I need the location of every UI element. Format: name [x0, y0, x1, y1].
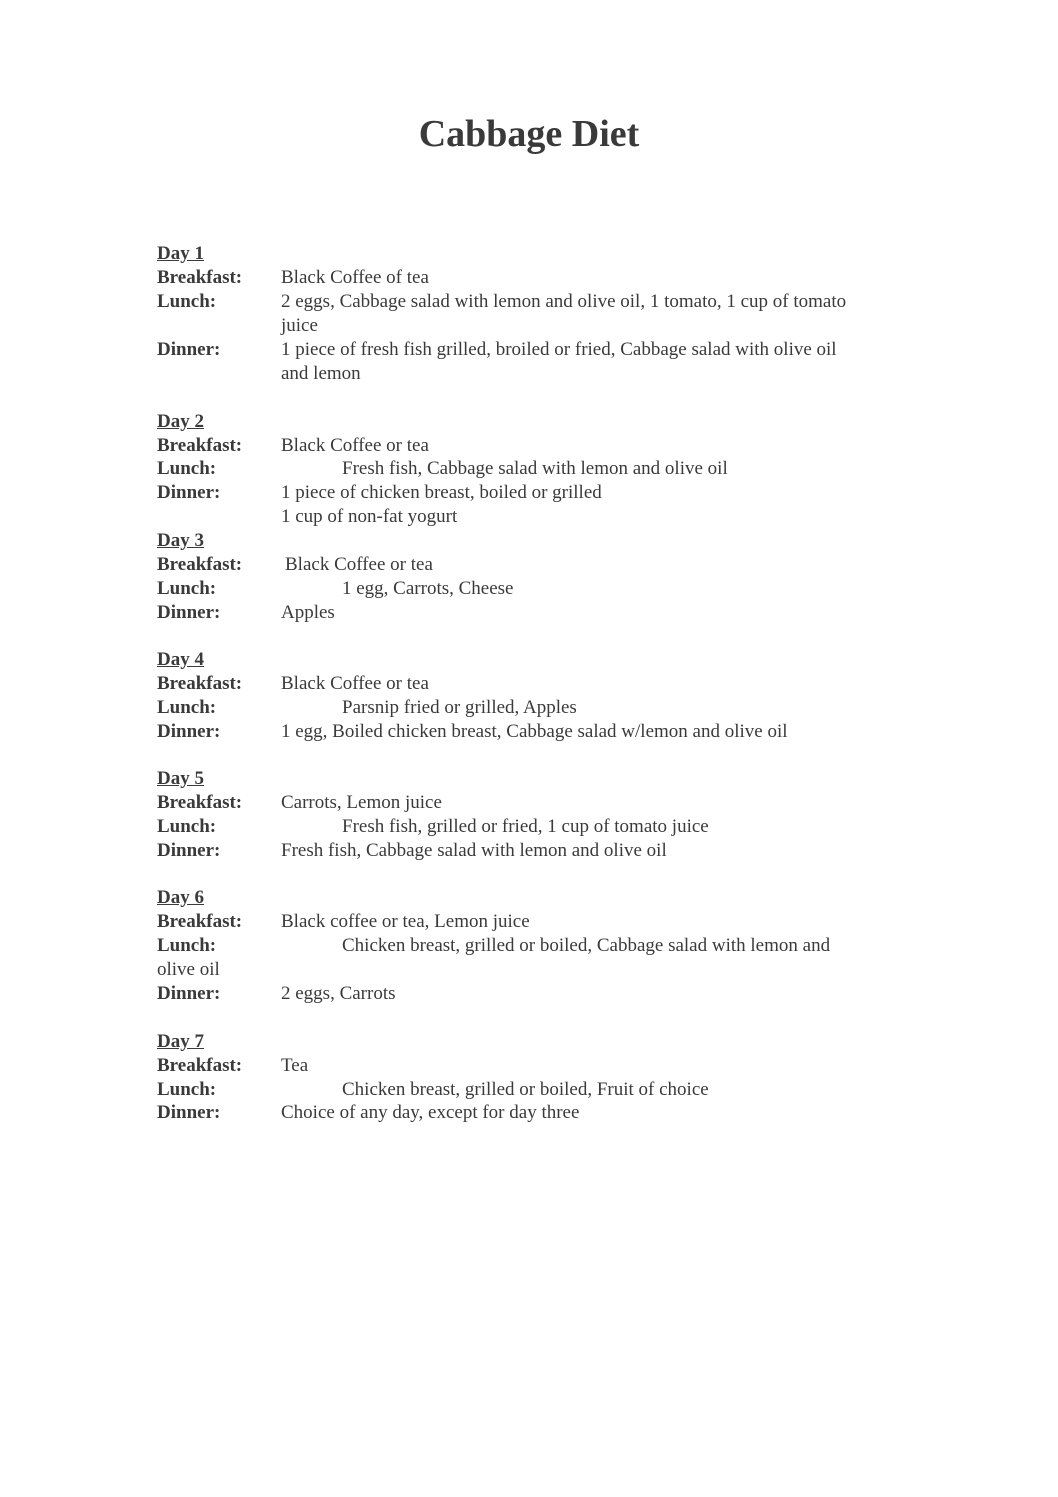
day-2-lunch [157, 457, 917, 481]
day-heading: Day 7 [157, 1031, 204, 1052]
breakfast-label: Breakfast: [157, 267, 243, 288]
lunch-text: Chicken breast, grilled or boiled, Fruit of choice [342, 1079, 709, 1100]
dinner-label: Dinner: [157, 721, 221, 742]
dinner-text: Apples [281, 602, 335, 623]
breakfast-label: Breakfast: [157, 435, 243, 456]
day-1-breakfast [157, 266, 917, 290]
day-7-breakfast [157, 1054, 917, 1078]
breakfast-label: Breakfast: [157, 673, 243, 694]
day-5-heading-line [157, 767, 917, 791]
breakfast-text: Black Coffee of tea [281, 267, 429, 288]
day-3-heading-line [157, 529, 917, 553]
lunch-text: Parsnip fried or grilled, Apples [342, 697, 577, 718]
day-7-dinner [157, 1101, 917, 1125]
lunch-label: Lunch: [157, 935, 217, 956]
day-heading: Day 5 [157, 768, 204, 789]
dinner-text-continued: and lemon [281, 363, 361, 384]
dinner-label: Dinner: [157, 339, 221, 360]
breakfast-text: Tea [281, 1055, 309, 1076]
dinner-text: 1 egg, Boiled chicken breast, Cabbage salad w/lemon and olive oil [281, 721, 788, 742]
lunch-text: Fresh fish, grilled or fried, 1 cup of tomato juice [342, 816, 709, 837]
dinner-text: 2 eggs, Carrots [281, 983, 396, 1004]
day-6-dinner [157, 982, 917, 1006]
day-3-breakfast [157, 553, 917, 577]
lunch-label: Lunch: [157, 816, 217, 837]
lunch-text: Fresh fish, Cabbage salad with lemon and olive oil [342, 458, 728, 479]
day-heading: Day 6 [157, 887, 204, 908]
day-heading: Day 4 [157, 649, 204, 670]
day-7-heading-line [157, 1030, 917, 1054]
dinner-label: Dinner: [157, 602, 221, 623]
dinner-text-continued: 1 cup of non-fat yogurt [281, 506, 458, 527]
day-2-dinner-cont [157, 505, 917, 529]
breakfast-text: Black Coffee or tea [281, 435, 429, 456]
day-heading: Day 1 [157, 243, 204, 264]
dinner-text: 1 piece of chicken breast, boiled or grilled [281, 482, 602, 503]
day-2-breakfast [157, 434, 917, 458]
day-1-dinner [157, 338, 917, 362]
day-4-breakfast [157, 672, 917, 696]
day-5-lunch [157, 815, 917, 839]
dinner-label: Dinner: [157, 983, 221, 1004]
day-6-heading-line [157, 886, 917, 910]
dinner-text: Fresh fish, Cabbage salad with lemon and olive oil [281, 840, 667, 861]
dinner-label: Dinner: [157, 482, 221, 503]
day-4-dinner [157, 720, 917, 744]
lunch-text: 2 eggs, Cabbage salad with lemon and olive oil, 1 tomato, 1 cup of tomato [281, 291, 847, 312]
breakfast-label: Breakfast: [157, 554, 243, 575]
day-4-lunch [157, 696, 917, 720]
dinner-label: Dinner: [157, 1102, 221, 1123]
breakfast-text: Black coffee or tea, Lemon juice [281, 911, 530, 932]
day-4-heading-line [157, 648, 917, 672]
lunch-text: 1 egg, Carrots, Cheese [342, 578, 514, 599]
lunch-label: Lunch: [157, 291, 217, 312]
breakfast-text: Black Coffee or tea [281, 673, 429, 694]
day-6-lunch-cont [157, 958, 917, 982]
day-3-dinner [157, 601, 917, 625]
lunch-label: Lunch: [157, 458, 217, 479]
day-1-heading-line [157, 242, 917, 266]
day-1-dinner-cont [157, 362, 917, 386]
day-6-breakfast [157, 910, 917, 934]
dinner-label: Dinner: [157, 840, 221, 861]
day-3-lunch [157, 577, 917, 601]
lunch-text-continued: juice [281, 315, 318, 336]
breakfast-label: Breakfast: [157, 911, 243, 932]
day-7-lunch [157, 1078, 917, 1102]
lunch-text: Chicken breast, grilled or boiled, Cabbage salad with lemon and [342, 935, 831, 956]
day-2-dinner [157, 481, 917, 505]
lunch-text-continued: olive oil [157, 959, 220, 980]
day-2-heading-line [157, 410, 917, 434]
page-title: Cabbage Diet [418, 113, 640, 155]
day-heading: Day 3 [157, 530, 204, 551]
lunch-label: Lunch: [157, 697, 217, 718]
breakfast-text: Carrots, Lemon juice [281, 792, 442, 813]
day-5-dinner [157, 839, 917, 863]
breakfast-label: Breakfast: [157, 792, 243, 813]
breakfast-label: Breakfast: [157, 1055, 243, 1076]
day-1-lunch [157, 290, 917, 314]
dinner-text: Choice of any day, except for day three [281, 1102, 580, 1123]
lunch-label: Lunch: [157, 578, 217, 599]
day-6-lunch [157, 934, 917, 958]
day-5-breakfast [157, 791, 917, 815]
lunch-label: Lunch: [157, 1079, 217, 1100]
dinner-text: 1 piece of fresh fish grilled, broiled or fried, Cabbage salad with olive oil [281, 339, 837, 360]
day-1-lunch-cont [157, 314, 917, 338]
breakfast-text: Black Coffee or tea [285, 554, 433, 575]
day-heading: Day 2 [157, 411, 204, 432]
